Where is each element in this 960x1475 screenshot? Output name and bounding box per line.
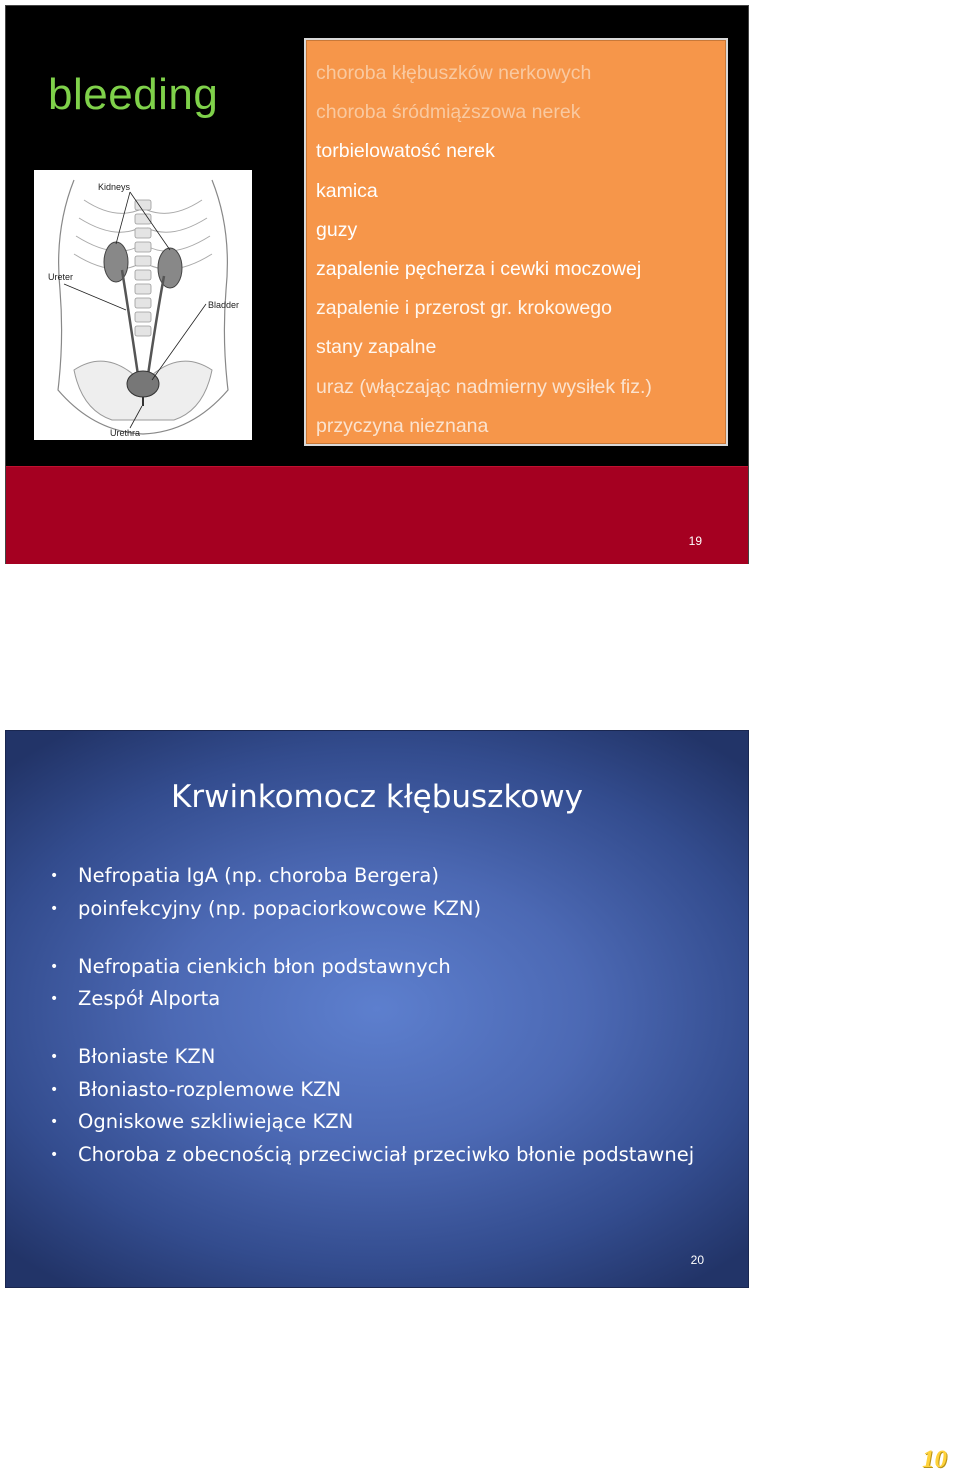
urethra-label: Urethra [110,428,141,438]
page-number: 10 [922,1446,947,1473]
bullet-icon: • [50,900,59,917]
bullet-icon: • [50,1114,59,1130]
list-item: kamica [316,179,378,202]
list-item [50,1044,718,1070]
slide-title: bleeding [48,70,219,119]
list-item [50,1109,718,1135]
urinary-system-diagram-icon [34,170,252,440]
bullet-icon: • [50,1146,59,1163]
list-item: zapalenie pęcherza i cewki moczowej [316,258,642,281]
list-item [50,986,718,1012]
list-item: przyczyna nieznana [316,414,489,437]
list-item: torbielowatość nerek [316,140,495,163]
slide-number: 20 [690,1253,704,1267]
list-item-text: Ogniskowe szkliwiejące KZN [78,1110,354,1133]
slide-20 [6,731,748,1287]
ureter-label: Ureter [48,272,74,282]
bullet-list [50,863,718,1174]
list-item [50,1142,718,1168]
bullet-icon: • [50,1049,59,1065]
bullet-icon: • [50,958,59,975]
list-item: uraz (włączając nadmierny wysiłek fiz.) [316,375,652,398]
causes-list [316,54,652,446]
list-item: guzy [316,218,358,241]
list-item-text: poinfekcyjny (np. popaciorkowcowe KZN) [78,896,482,920]
list-item: zapalenie i przerost gr. krokowego [316,297,612,320]
list-item [50,954,718,980]
slide-number: 19 [688,534,702,548]
list-item [50,896,718,922]
list-item-text: Zespół Alporta [78,987,221,1010]
kidneys-label: Kidneys [98,182,131,192]
list-item: choroba kłębuszków nerkowych [316,62,592,84]
slide-footer [6,466,748,564]
bullet-icon: • [50,991,59,1007]
list-item-text: Nefropatia IgA (np. choroba Bergera) [78,864,439,887]
bullet-icon: • [50,868,59,884]
slide-title: Krwinkomocz kłębuszkowy [171,779,583,815]
bullet-icon: • [50,1081,59,1098]
list-item: choroba śródmiąższowa nerek [316,101,581,124]
causes-box [304,38,728,446]
list-item-text: Nefropatia cienkich błon podstawnych [78,954,451,978]
list-item: stany zapalne [316,336,437,359]
slide-19 [6,6,748,563]
bladder-label: Bladder [208,300,240,310]
list-item-text: Błoniaste KZN [78,1045,216,1068]
list-item-text: Błoniasto-rozplemowe KZN [78,1077,342,1101]
list-item [50,1077,718,1103]
list-item-text: Choroba z obecnością przeciwciał przeciwko błonie podstawnej [78,1142,695,1166]
list-item [50,863,718,889]
